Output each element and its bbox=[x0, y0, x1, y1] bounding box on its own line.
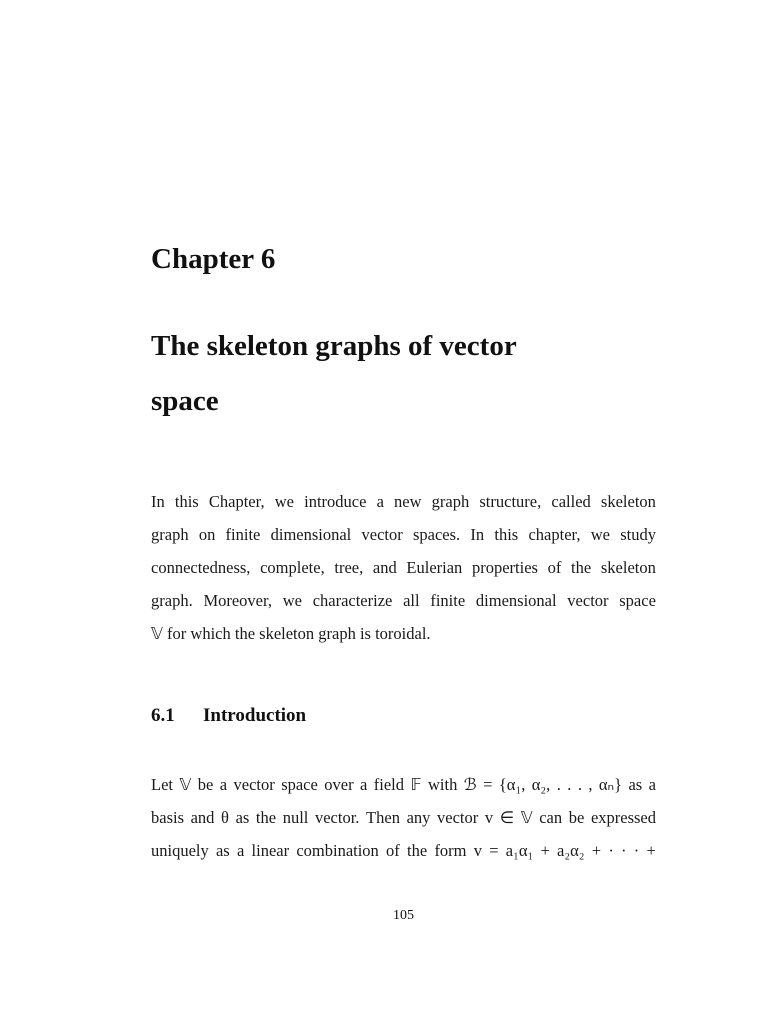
chapter-title-line: The skeleton graphs of vector bbox=[151, 330, 517, 362]
chapter-title-line: space bbox=[151, 385, 219, 417]
paragraph-line: uniquely as a linear combination of the form v = a₁α₁ + a₂α₂ + · · · + bbox=[151, 841, 656, 860]
paragraph-line: graph. Moreover, we characterize all finite dimensional vector space bbox=[151, 591, 656, 610]
section-heading bbox=[151, 704, 306, 728]
paragraph-line: Let 𝕍 be a vector space over a field 𝔽 with ℬ = {α₁, α₂, . . . , αₙ} as a bbox=[151, 775, 656, 794]
paragraph-line: basis and θ as the null vector. Then any vector v ∈ 𝕍 can be expressed bbox=[151, 808, 656, 827]
intro-paragraph bbox=[151, 492, 656, 657]
chapter-label: Chapter 6 bbox=[151, 243, 276, 275]
paragraph-line: connectedness, complete, tree, and Eulerian properties of the skeleton bbox=[151, 558, 656, 577]
paragraph-line: graph on finite dimensional vector spaces. In this chapter, we study bbox=[151, 525, 656, 544]
section-number: 6.1 bbox=[151, 705, 175, 726]
section-title: Introduction bbox=[203, 705, 307, 726]
paragraph-line: In this Chapter, we introduce a new graph structure, called skeleton bbox=[151, 492, 656, 511]
chapter-title bbox=[151, 327, 656, 437]
page-number: 105 bbox=[393, 908, 414, 923]
document-page bbox=[151, 0, 656, 1024]
section-paragraph bbox=[151, 775, 656, 874]
paragraph-line: 𝕍 for which the skeleton graph is toroidal. bbox=[151, 624, 431, 643]
